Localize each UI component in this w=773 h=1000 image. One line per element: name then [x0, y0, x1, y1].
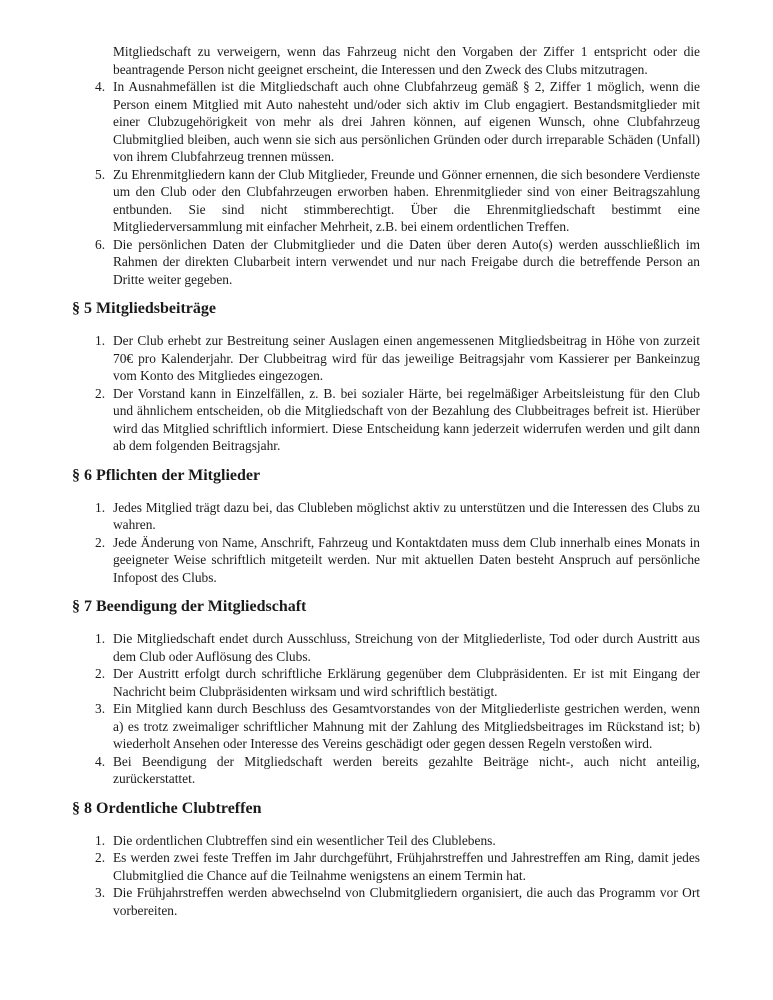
item-number: 1. [95, 832, 106, 848]
list-item [72, 753, 700, 788]
item-number: 4. [95, 79, 106, 94]
item-number: 3. [95, 701, 106, 716]
item-text: Die Frühjahrstreffen werden abwechselnd von Clubmitgliedern organisiert, die auch das Programm vor Ort vorbereiten. [113, 885, 700, 918]
section-heading-paragraph-6: § 6 Pflichten der Mitglieder [72, 466, 261, 484]
list-section-5 [72, 332, 700, 455]
section-heading-paragraph-5: § 5 Mitgliedsbeiträge [72, 300, 216, 317]
list-item [72, 832, 700, 850]
section-heading-paragraph-7: § 7 Beendigung der Mitgliedschaft [72, 598, 307, 615]
item-number: 1. [95, 499, 106, 515]
item-number: 2. [95, 666, 106, 681]
list-section-4 [72, 78, 700, 288]
list-item [72, 236, 700, 289]
item-number: 1. [95, 333, 106, 348]
item-number: 1. [95, 631, 106, 646]
item-text: Ein Mitglied kann durch Beschluss des Gesamtvorstandes von der Mitgliederliste gestrichen werden, wenn a) es trotz zweimaliger schriftlicher Mahnung mit der Zahlung des Mitgliedsbeitrages im Rückstand ist; b) wiederholt Ansehen oder Interesse des Vereins geschädigt oder gegen dessen Regeln verstoßen wird. [113, 701, 700, 751]
item-number: 2. [95, 534, 106, 550]
item-text: In Ausnahmefällen ist die Mitgliedschaft auch ohne Clubfahrzeug gemäß § 2, Ziffer 1 möglich, wenn die Person einem Mitglied mit Auto nahesteht und/oder sich aktiv im Club engagiert. Bestandsmitglieder mit einer Clubzugehörigkeit von mehr als drei Jahren können, auf eigenen Wunsch, ohne Clubfahrzeug Clubmitglied bleiben, auch wenn sie sich aus persönlichen Gründen oder durch irreparable Schäden (Unfall) von ihrem Clubfahrzeug trennen müssen. [113, 79, 700, 164]
item-number: 3. [95, 885, 106, 900]
list-item [72, 665, 700, 700]
list-item [72, 534, 700, 587]
item-text: Der Austritt erfolgt durch schriftliche Erklärung gegenüber dem Clubpräsidenten. Er ist mit Eingang der Nachricht beim Clubpräsidenten wirksam und wird schriftlich bestätigt. [113, 666, 700, 699]
list-item [72, 78, 700, 166]
list-section-7 [72, 630, 700, 788]
list-item [72, 166, 700, 236]
item-text: Jede Änderung von Name, Anschrift, Fahrzeug und Kontaktdaten muss dem Club innerhalb eines Monats in geeigneter Weise schriftlich mitgeteilt werden. Nur mit aktuellen Daten besteht Anspruch auf persönliche Infopost des Clubs. [113, 534, 700, 585]
item-text: Bei Beendigung der Mitgliedschaft werden bereits gezahlte Beiträge nicht-, auch nicht anteilig, zurückerstattet. [113, 753, 700, 786]
list-item [72, 700, 700, 753]
item-text: Die ordentlichen Clubtreffen sind ein wesentlicher Teil des Clublebens. [113, 832, 496, 848]
item-number: 4. [95, 753, 106, 769]
item-number: 2. [95, 385, 106, 401]
list-item [72, 499, 700, 534]
item-number: 6. [95, 236, 106, 252]
item-text: Der Vorstand kann in Einzelfällen, z. B. bei sozialer Härte, bei regelmäßiger Arbeitsleistung für den Club und ähnlichem entscheiden, ob die Mitgliedschaft von der Bezahlung des Clubbeitrages befreit ist. Hierüber wird das Mitglied schriftlich informiert. Diese Entscheidung kann jederzeit widerrufen werden und gilt dann ab dem folgenden Beitragsjahr. [113, 385, 700, 453]
list-item [72, 332, 700, 385]
item-text: Es werden zwei feste Treffen im Jahr durchgeführt, Frühjahrstreffen und Jahrestreffen am Ring, damit jedes Clubmitglied die Chance auf die Teilnahme wenigstens an einem Termin hat. [113, 850, 700, 883]
list-section-8 [72, 832, 700, 920]
list-item [72, 884, 700, 919]
item-number: 2. [95, 850, 106, 865]
paragraph-continuation: Mitgliedschaft zu verweigern, wenn das Fahrzeug nicht den Vorgaben der Ziffer 1 entspricht oder die beantragende Person nicht geeignet erscheint, die Interessen und den Zweck des Clubs mitzutragen. [113, 44, 700, 77]
list-section-6 [72, 499, 700, 587]
list-item [72, 385, 700, 455]
item-text: Die persönlichen Daten der Clubmitglieder und die Daten über deren Auto(s) werden ausschließlich im Rahmen der direkten Clubarbeit intern verwendet und nur nach Freigabe durch die betreffende Person an Dritte weiter gegeben. [113, 236, 700, 287]
item-text: Jedes Mitglied trägt dazu bei, das Clubleben möglichst aktiv zu unterstützen und die Interessen des Clubs zu wahren. [113, 499, 700, 532]
item-text: Der Club erhebt zur Bestreitung seiner Auslagen einen angemessenen Mitgliedsbeitrag in Höhe von zurzeit 70€ pro Kalenderjahr. Der Clubbeitrag wird für das jeweilige Beitragsjahr vom Kassierer per Bankeinzug vom Konto des Mitgliedes eingezogen. [113, 333, 700, 383]
list-item [72, 630, 700, 665]
list-item [72, 849, 700, 884]
item-text: Die Mitgliedschaft endet durch Ausschluss, Streichung von der Mitgliederliste, Tod oder durch Austritt aus dem Club oder Auflösung des Clubs. [113, 631, 700, 664]
item-text: Zu Ehrenmitgliedern kann der Club Mitglieder, Freunde und Gönner ernennen, die sich besondere Verdienste um den Club oder den Clubfahrzeugen erworben haben. Ehrenmitglieder sind von einer Beitragszahlung entbunden. Sie sind nicht stimmberechtigt. Über die Ehrenmitgliedschaft bestimmt eine Mitgliederversammlung mit einfacher Mehrheit, z.B. bei einem ordentlichen Treffen. [113, 166, 700, 234]
item-number: 5. [95, 166, 106, 182]
section-heading-paragraph-8: § 8 Ordentliche Clubtreffen [72, 799, 262, 817]
